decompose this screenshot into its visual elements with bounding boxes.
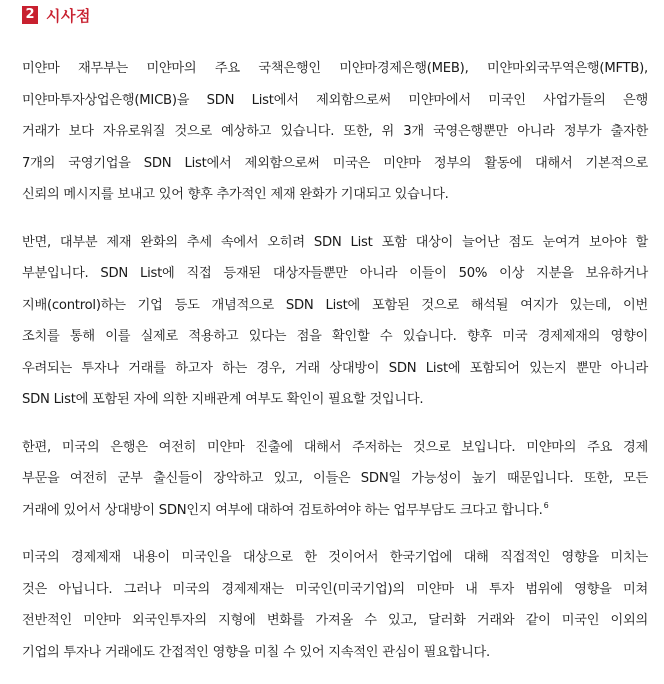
section-heading [22,4,91,26]
paragraph-line: 부문을 여전히 군부 출신들이 장악하고 있고, 이들은 SDN일 가능성이 높기 때문입니다. 또한, 모든 [22,471,648,486]
paragraph-line: 미국의 경제제재 내용이 미국인을 대상으로 한 것이어서 한국기업에 대해 직접적인 영향을 미치는 [22,550,648,565]
paragraph-2 [22,227,648,416]
paragraph-line: 미얀마 재무부는 미얀마의 주요 국책은행인 미얀마경제은행(MEB), 미얀마외국무역은행(MFTB), [22,61,648,76]
section-number-badge: 2 [22,6,38,24]
paragraph-line: 것은 아닙니다. 그러나 미국의 경제제재는 미국인(미국기업)의 미얀마 내 투자 범위에 영향을 미쳐 [22,581,648,597]
paragraph-1 [22,53,648,211]
paragraph-line: 기업의 투자나 거래에도 간접적인 영향을 미칠 수 있어 지속적인 관심이 필요합니다. [22,644,490,660]
paragraph-line-text: 거래에 있어서 상대방이 SDN인지 여부에 대하여 검토하여야 하는 업무부담도 크다고 합니다. [22,502,543,518]
paragraph-line-with-footnote [22,495,648,527]
paragraph-line: 부분입니다. SDN List에 직접 등재된 대상자들뿐만 아니라 이들이 50% 이상 지분을 보유하거나 [22,266,648,281]
paragraph-line: 반면, 대부분 제재 완화의 추세 속에서 오히려 SDN List 포함 대상이 늘어난 점도 눈여겨 보아야 할 [22,234,648,250]
paragraph-line: 거래가 보다 자유로워질 것으로 예상하고 있습니다. 또한, 위 3개 국영은행뿐만 아니라 정부가 출자한 [22,124,648,139]
paragraph-line: 지배(control)하는 기업 등도 개념적으로 SDN List에 포함된 것으로 해석될 여지가 있는데, 이번 [22,297,648,313]
document-body [22,53,648,684]
paragraph-4 [22,542,648,668]
paragraph-line: 미얀마투자상업은행(MICB)을 SDN List에서 제외함으로써 미얀마에서 미국인 사업가들의 은행 [22,92,648,108]
paragraph-line: 신뢰의 메시지를 보내고 있어 향후 추가적인 제재 완화가 기대되고 있습니다. [22,187,449,202]
section-title: 시사점 [46,6,91,25]
paragraph-line: 조치를 통해 이를 실제로 적용하고 있다는 점을 확인할 수 있습니다. 향후 미국 경제제재의 영향이 [22,329,648,344]
paragraph-line: SDN List에 포함된 자에 의한 지배관계 여부도 확인이 필요할 것입니다. [22,392,424,407]
paragraph-line: 한편, 미국의 은행은 여전히 미얀마 진출에 대해서 주저하는 것으로 보입니다. 미얀마의 주요 경제 [22,439,648,455]
footnote-marker[interactable]: 6 [543,501,549,511]
paragraph-3 [22,432,648,527]
paragraph-line: 7개의 국영기업을 SDN List에서 제외함으로써 미국은 미얀마 정부의 활동에 대해서 기본적으로 [22,155,648,171]
paragraph-line: 우려되는 투자나 거래를 하고자 하는 경우, 거래 상대방이 SDN List에 포함되어 있는지 뿐만 아니라 [22,360,648,376]
paragraph-line: 전반적인 미얀마 외국인투자의 지형에 변화를 가져올 수 있고, 달러화 거래와 같이 미국인 이외의 [22,613,648,628]
